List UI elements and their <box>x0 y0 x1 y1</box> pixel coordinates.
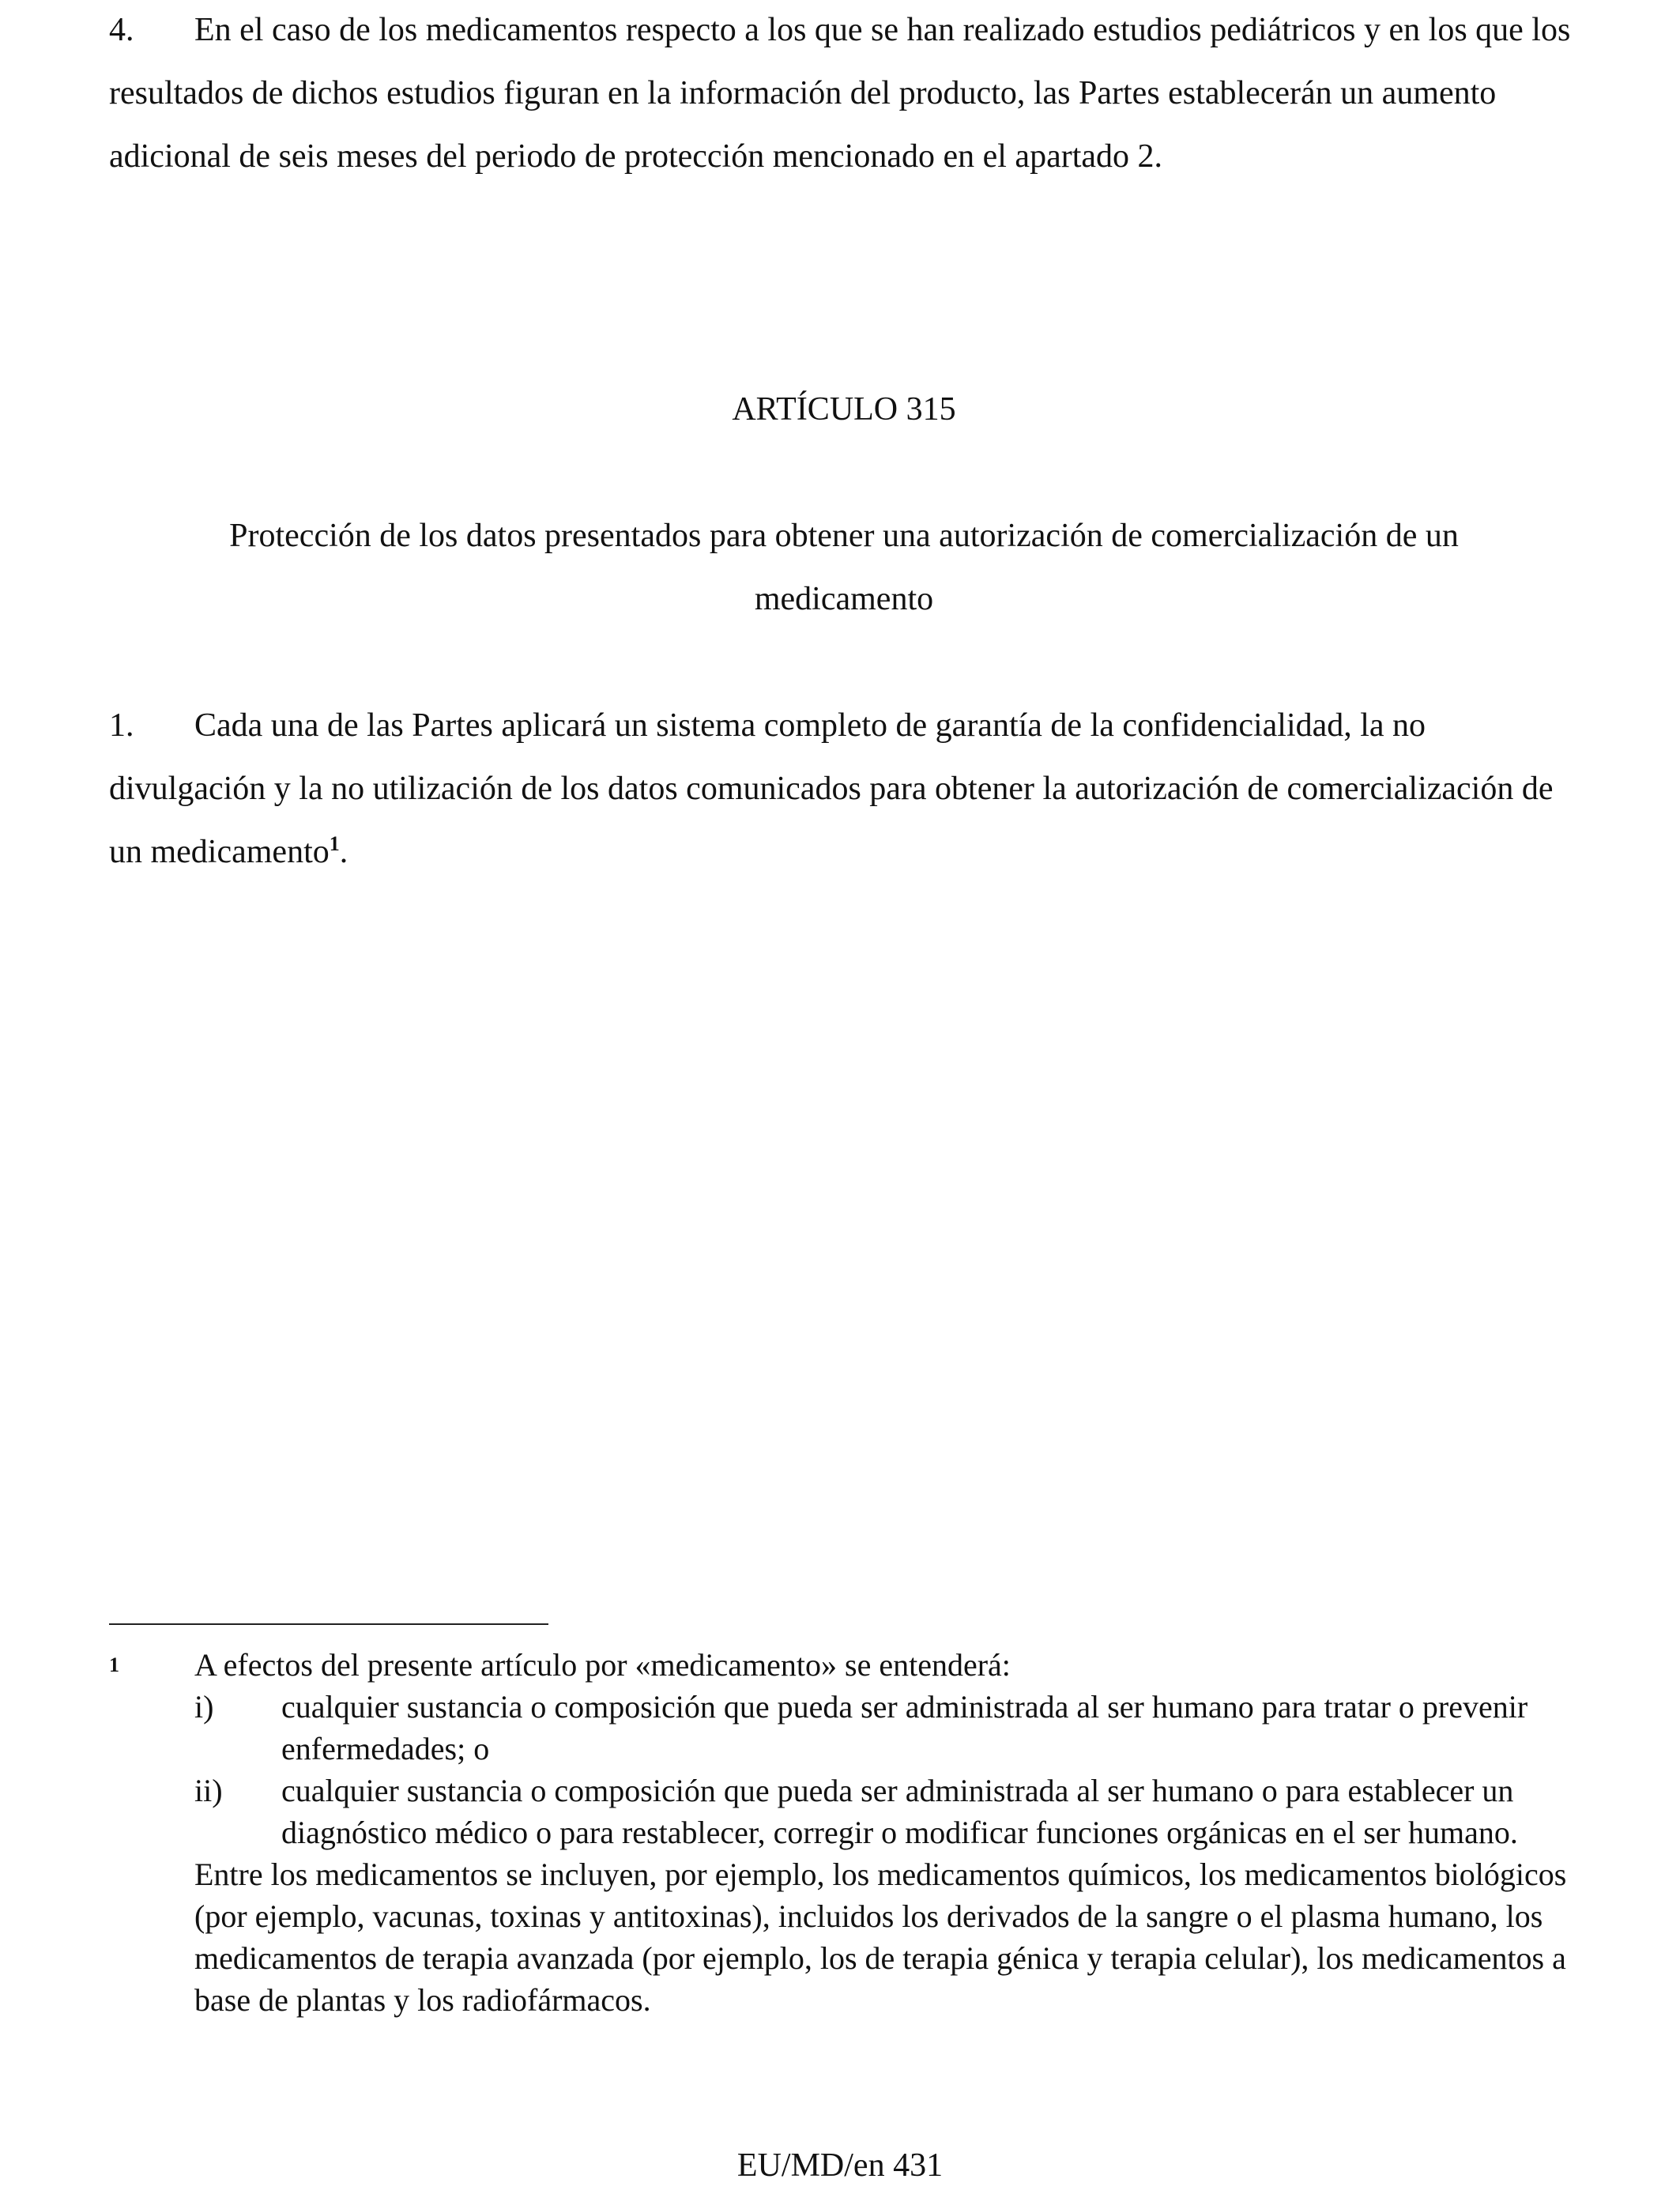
footnote-body <box>194 1644 1595 2021</box>
article-title: Protección de los datos presentados para obtener una autorización de comercialización de un medicamento <box>229 518 1459 617</box>
footnote-reference[interactable]: 1 <box>329 832 340 855</box>
paragraph-number: 1. <box>109 707 134 744</box>
paragraph-number: 4. <box>109 12 134 48</box>
footnote <box>109 1644 1595 2021</box>
page-footer: EU/MD/en 431 <box>736 2147 944 2184</box>
list-marker: ii) <box>194 1773 223 1808</box>
footnote-list-item <box>194 1686 1595 1770</box>
list-item-text: cualquier sustancia o composición que pueda ser administrada al ser humano para tratar o prevenir enfermedades; o <box>281 1689 1528 1766</box>
paragraph-end: . <box>339 834 348 870</box>
paragraph-text: Cada una de las Partes aplicará un sistema completo de garantía de la confidencialidad, la no divulgación y la no utilización de los datos comunicados para obtener la autorización de comercialización de un medicamento <box>109 707 1554 870</box>
footnote-list-item <box>194 1770 1595 1853</box>
footnote-intro: A efectos del presente artículo por «medicamento» se entenderá: <box>194 1647 1011 1683</box>
footnote-closing: Entre los medicamentos se incluyen, por ejemplo, los medicamentos químicos, los medicamentos biológicos (por ejemplo, vacunas, toxinas y antitoxinas), incluidos los derivados de la sangre o el plasma humano, los medicamentos de terapia avanzada (por ejemplo, los de terapia génica y terapia celular), los medicamentos a base de plantas y los radiofármacos. <box>194 1857 1567 2018</box>
list-item-text: cualquier sustancia o composición que pueda ser administrada al ser humano o para establecer un diagnóstico médico o para restablecer, corregir o modificar funciones orgánicas en el ser humano. <box>281 1773 1518 1850</box>
article-heading: ARTÍCULO 315 <box>732 391 956 428</box>
footnote-separator <box>109 1623 548 1625</box>
paragraph-4 <box>109 0 1579 188</box>
paragraph-text: En el caso de los medicamentos respecto a los que se han realizado estudios pediátricos y en los que los resultados de dichos estudios figuran en la información del producto, las Partes establecerán un aumento adicional de seis meses del periodo de protección mencionado en el apartado 2. <box>109 12 1571 175</box>
footnote-number: 1 <box>109 1653 119 1676</box>
list-marker: i) <box>194 1689 214 1725</box>
paragraph-1 <box>109 694 1579 884</box>
